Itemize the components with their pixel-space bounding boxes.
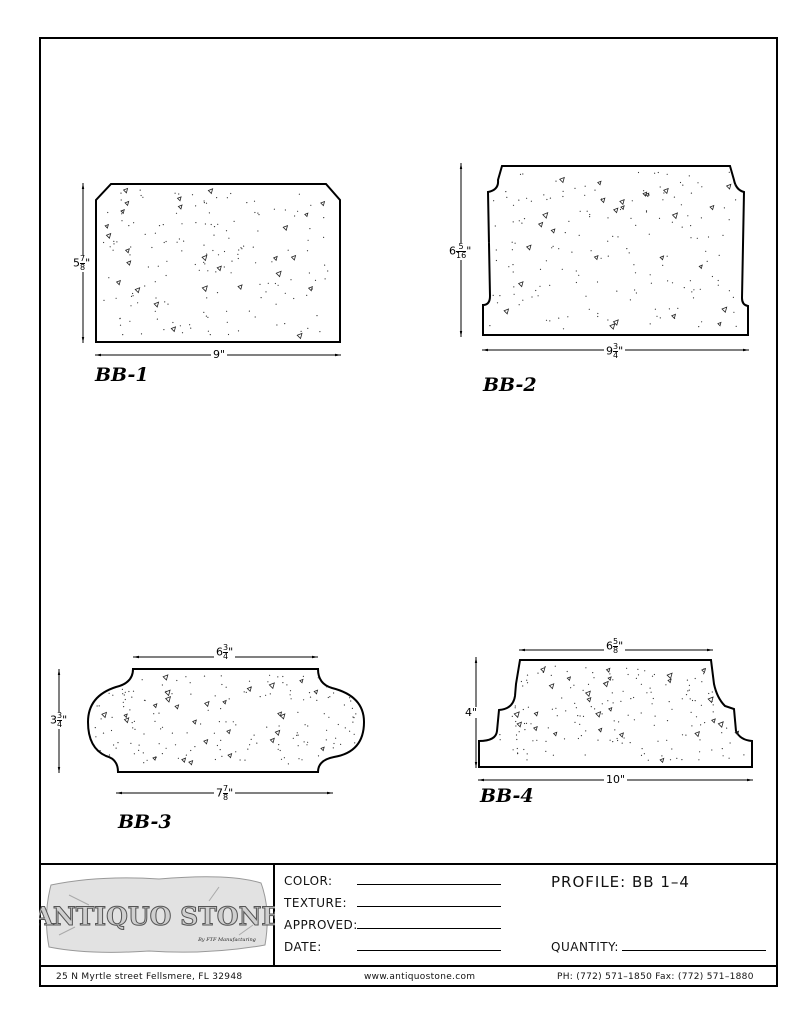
footer	[39, 965, 778, 987]
bb3-height-dimension: 3 $\frac{3}{4}$ "	[50, 711, 68, 729]
profile-bb1-shape	[96, 184, 340, 342]
footer-address: 25 N Myrtle street Fellsmere, FL 32948	[56, 972, 243, 982]
color-field[interactable]	[357, 884, 501, 885]
logo-cell	[39, 865, 275, 965]
bb3-width-dimension: 7 $\frac{7}{8}$ "	[216, 784, 234, 802]
profile-bb1-label: BB-1	[95, 364, 149, 386]
texture-field[interactable]	[357, 906, 501, 907]
approved-label: APPROVED:	[284, 918, 358, 932]
bb2-width-dimension: 9 $\frac{3}{4}$ "	[606, 342, 624, 360]
texture-label: TEXTURE:	[284, 896, 347, 910]
quantity-field[interactable]	[622, 950, 766, 951]
logo-text: ANTIQUO STONE	[39, 902, 275, 931]
bb1-height-dimension: 5 $\frac{7}{8}$ "	[73, 254, 91, 272]
footer-phone: PH: (772) 571–1850 Fax: (772) 571–1880	[557, 972, 754, 982]
bb1-width-dimension: 9"	[213, 348, 226, 361]
profile-bb2-label: BB-2	[483, 374, 537, 396]
bb2-height-dimension: 6 $\frac{5}{16}$ "	[449, 242, 472, 260]
date-label: DATE:	[284, 940, 322, 954]
bb4-top-dimension: 6 $\frac{5}{8}$ "	[606, 637, 624, 655]
quantity-label: QUANTITY:	[551, 940, 619, 954]
color-label: COLOR:	[284, 874, 333, 888]
profile-title: PROFILE: BB 1–4	[551, 873, 690, 891]
profile-bb3-shape	[88, 669, 364, 772]
date-field[interactable]	[357, 950, 501, 951]
approved-field[interactable]	[357, 928, 501, 929]
bb3-top-dimension: 6 $\frac{3}{4}$ "	[216, 643, 234, 661]
profile-bb4-shape	[479, 660, 752, 767]
bb4-width-dimension: 10"	[606, 773, 626, 786]
logo-subtitle: By FTF Manufacturing	[198, 937, 256, 943]
profile-bb2-shape	[483, 166, 748, 335]
bb4-height-dimension: 4"	[465, 706, 478, 719]
company-logo	[39, 865, 275, 965]
footer-website[interactable]: www.antiquostone.com	[364, 972, 476, 982]
profile-bb3-label: BB-3	[118, 811, 172, 833]
profile-bb4-label: BB-4	[480, 785, 534, 807]
